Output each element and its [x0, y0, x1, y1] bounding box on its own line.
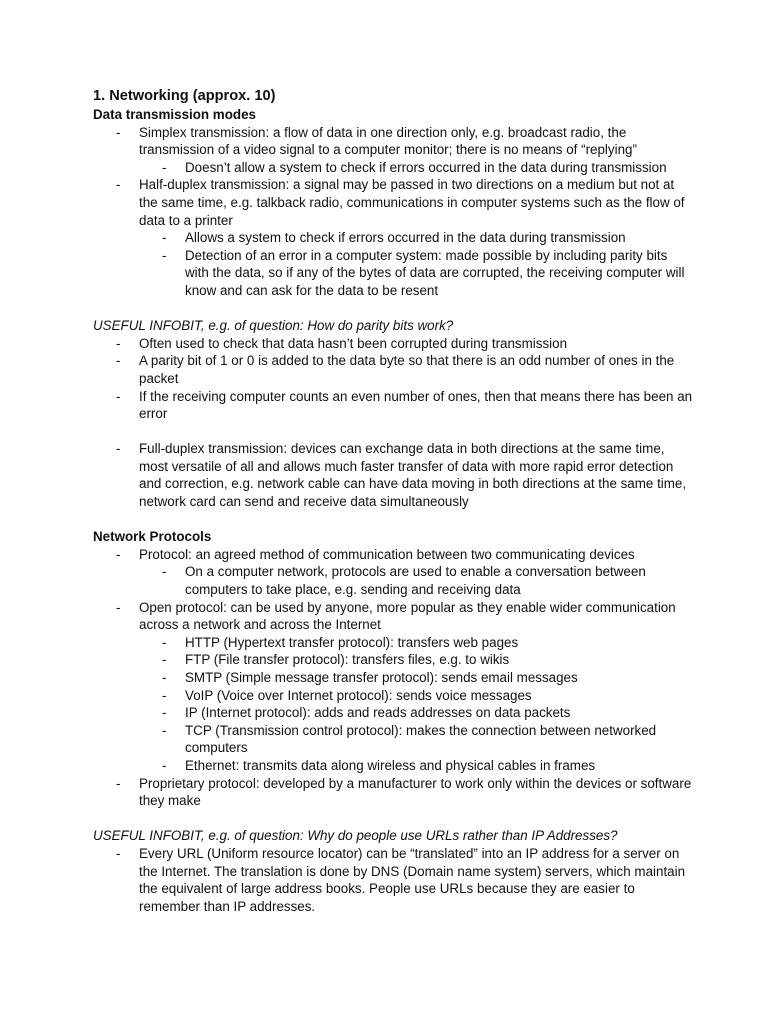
list-item	[93, 124, 693, 177]
dash-bullet: -	[116, 388, 121, 404]
sub-list-item-text: Doesn’t allow a system to check if errors occurred in the data during transmission	[185, 159, 667, 175]
list-item	[93, 546, 693, 599]
sub-list-item-text: HTTP (Hypertext transfer protocol): transfers web pages	[185, 634, 519, 650]
dash-bullet: -	[162, 159, 167, 175]
spacer	[93, 810, 693, 828]
dash-bullet: -	[162, 247, 167, 263]
transmission-modes-list	[93, 124, 693, 300]
list-item	[93, 845, 693, 915]
dash-bullet: -	[162, 670, 167, 685]
sub-list-item	[139, 247, 693, 300]
list-item-text: If the receiving computer counts an even number of ones, then that means there has been an error	[139, 388, 693, 422]
list-item-text: Proprietary protocol: developed by a manufacturer to work only within the devices or software they make	[139, 775, 692, 809]
sub-list-item-text: TCP (Transmission control protocol): makes the connection between networked computers	[185, 722, 657, 756]
dash-bullet: -	[116, 335, 121, 351]
list-item	[93, 440, 693, 510]
dash-bullet: -	[162, 705, 167, 721]
dash-bullet: -	[116, 124, 121, 140]
list-item	[93, 775, 693, 810]
section-heading-network-protocols: Network Protocols	[93, 529, 212, 545]
sub-list-item	[139, 687, 693, 705]
dash-bullet: -	[116, 441, 121, 457]
dash-bullet: -	[162, 230, 167, 246]
list-item-text: Every URL (Uniform resource locator) can be “translated” into an IP address for a server on the Internet. The translation is done by DNS (Domain name system) servers, which maintain the equivalent of large address books. People use URLs because they are easier to remember than IP addresses.	[139, 845, 686, 914]
sub-list-item-text: Detection of an error in a computer system: made possible by including parity bits with the data, so if any of the bytes of data are corrupted, the receiving computer will know and can ask for the data to be resent	[185, 247, 685, 298]
list-item	[93, 352, 693, 387]
sub-list-item-text: SMTP (Simple message transfer protocol): sends email messages	[185, 670, 578, 685]
dash-bullet: -	[162, 564, 167, 580]
dash-bullet: -	[116, 177, 121, 193]
list-item	[93, 388, 693, 423]
spacer	[93, 423, 693, 441]
sub-list	[139, 159, 693, 177]
sub-list	[139, 563, 693, 598]
list-item	[93, 599, 693, 775]
full-duplex-list	[93, 440, 693, 510]
section-heading-transmission-modes: Data transmission modes	[93, 107, 256, 122]
sub-list-item	[139, 669, 693, 687]
spacer	[93, 300, 693, 318]
dash-bullet: -	[116, 775, 121, 791]
list-item-text: Often used to check that data hasn’t been corrupted during transmission	[139, 335, 568, 351]
dash-bullet: -	[162, 652, 167, 668]
sub-list-item	[139, 722, 693, 757]
infobit-heading-parity: USEFUL INFOBIT, e.g. of question: How do parity bits work?	[93, 318, 454, 334]
document-content	[93, 87, 693, 915]
protocols-list	[93, 546, 693, 810]
sub-list-item-text: IP (Internet protocol): adds and reads addresses on data packets	[185, 705, 571, 721]
sub-list-item	[139, 563, 693, 598]
sub-list-item-text: VoIP (Voice over Internet protocol): sends voice messages	[185, 687, 532, 703]
sub-list-item-text: Ethernet: transmits data along wireless and physical cables in frames	[185, 757, 596, 773]
sub-list-item	[139, 229, 693, 247]
list-item-text: Protocol: an agreed method of communication between two communicating devices	[139, 546, 635, 562]
dash-bullet: -	[162, 722, 167, 738]
dash-bullet: -	[116, 546, 121, 562]
list-item-text: Open protocol: can be used by anyone, more popular as they enable wider communication across a network and across the Internet	[139, 599, 676, 633]
parity-list	[93, 335, 693, 423]
sub-list-item	[139, 704, 693, 722]
sub-list	[139, 229, 693, 299]
document-title: 1. Networking (approx. 10)	[93, 88, 276, 104]
list-item-text: A parity bit of 1 or 0 is added to the data byte so that there is an odd number of ones in the packet	[139, 353, 675, 386]
list-item-text: Half-duplex transmission: a signal may be passed in two directions on a medium but not at the same time, e.g. talkback radio, communications in computer systems such as the flow of data to a printer	[139, 177, 685, 228]
sub-list-item	[139, 159, 693, 177]
sub-list-item-text: On a computer network, protocols are used to enable a conversation between computers to take place, e.g. sending and receiving data	[185, 564, 646, 598]
infobit-heading-urls: USEFUL INFOBIT, e.g. of question: Why do people use URLs rather than IP Addresses?	[93, 828, 618, 844]
dash-bullet: -	[116, 353, 121, 369]
dash-bullet: -	[116, 599, 121, 615]
sub-list	[139, 634, 693, 775]
dash-bullet: -	[116, 845, 121, 861]
dash-bullet: -	[162, 634, 167, 650]
sub-list-item-text: FTP (File transfer protocol): transfers files, e.g. to wikis	[185, 652, 510, 668]
list-item-text: Full-duplex transmission: devices can exchange data in both directions at the same time, most versatile of all and allows much faster transfer of data with more rapid error detection and correction, e.g. network cable can have data moving in both directions at the same time, network card can send and receive data simultaneously	[139, 441, 687, 510]
dash-bullet: -	[162, 687, 167, 703]
sub-list-item	[139, 651, 693, 669]
list-item	[93, 335, 693, 353]
sub-list-item	[139, 634, 693, 652]
list-item	[93, 176, 693, 299]
sub-list-item	[139, 757, 693, 775]
list-item-text: Simplex transmission: a flow of data in one direction only, e.g. broadcast radio, the transmission of a video signal to a computer monitor; there is no means of “replying”	[139, 124, 637, 158]
dash-bullet: -	[162, 757, 167, 773]
spacer	[93, 511, 693, 529]
sub-list-item-text: Allows a system to check if errors occurred in the data during transmission	[185, 230, 626, 246]
urls-list	[93, 845, 693, 915]
